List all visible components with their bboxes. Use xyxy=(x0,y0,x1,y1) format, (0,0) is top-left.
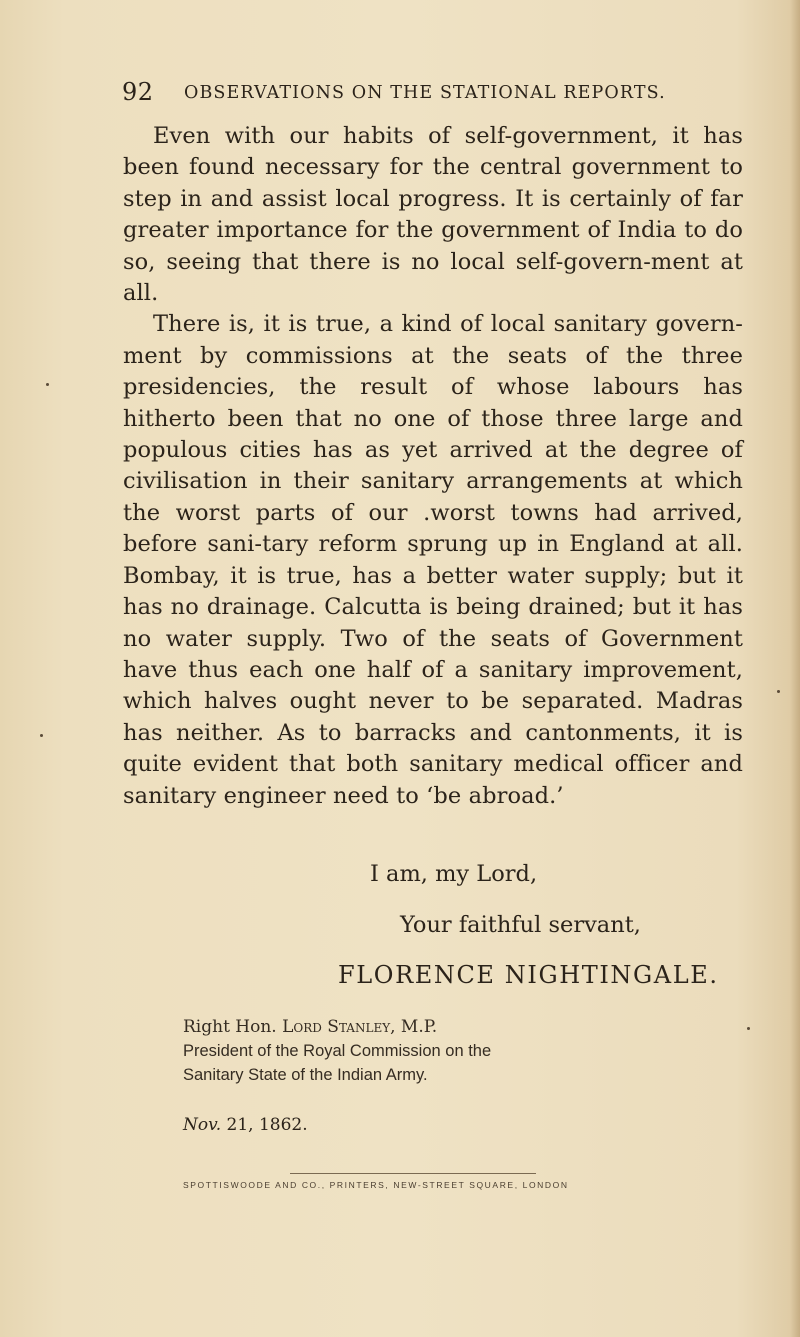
imprint-rule xyxy=(290,1173,536,1174)
page-header xyxy=(122,78,722,108)
addressee-line-1 xyxy=(183,1015,491,1039)
salutation: I am, my Lord, xyxy=(370,861,538,887)
body-text xyxy=(123,121,743,812)
page-number: 92 xyxy=(122,78,154,106)
addressee-block xyxy=(183,1015,491,1087)
valediction: Your faithful servant, xyxy=(400,912,641,938)
date-rest: 21, 1862. xyxy=(221,1115,308,1135)
addressee-name: Lord Stanley, M.P. xyxy=(282,1017,438,1037)
paragraph: There is, it is true, a kind of local sanitary govern-ment by commissions at the seats of the three presidencies, the result of whose labours has hitherto been that no one of those three large and populous cities has as yet arrived at the degree of civilisation in their sanitary arrangements at which the worst parts of our .worst towns had arrived, before sani-tary reform sprung up in England at all. Bombay, it is true, has a better water supply; but it has no drainage. Calcutta is being drained; but it has no water supply. Two of the seats of Government have thus each one half of a sanitary improvement, which halves ought never to be separated. Madras has neither. As to barracks and cantonments, it is quite evident that both sanitary medical officer and sanitary engineer need to ‘be abroad.’ xyxy=(123,311,743,809)
addressee-line-2: President of the Royal Commission on the xyxy=(183,1042,492,1060)
addressee-prefix: Right Hon. xyxy=(183,1017,283,1037)
letter-date xyxy=(183,1113,308,1137)
running-head: OBSERVATIONS ON THE STATIONAL REPORTS. xyxy=(184,83,666,103)
page-edge-shadow xyxy=(790,0,800,1337)
addressee-line-3: Sanitary State of the Indian Army. xyxy=(183,1066,428,1084)
date-month: Nov. xyxy=(183,1115,222,1135)
printer-imprint: SPOTTISWOODE AND CO., PRINTERS, NEW-STREET SQUARE, LONDON xyxy=(183,1180,569,1190)
paragraph: Even with our habits of self-government, it has been found necessary for the central government to step in and assist local progress. It is certainly of far greater importance for the government of India to do so, seeing that there is no local self-govern-ment at all. xyxy=(123,123,743,307)
signature: FLORENCE NIGHTINGALE. xyxy=(338,961,719,989)
